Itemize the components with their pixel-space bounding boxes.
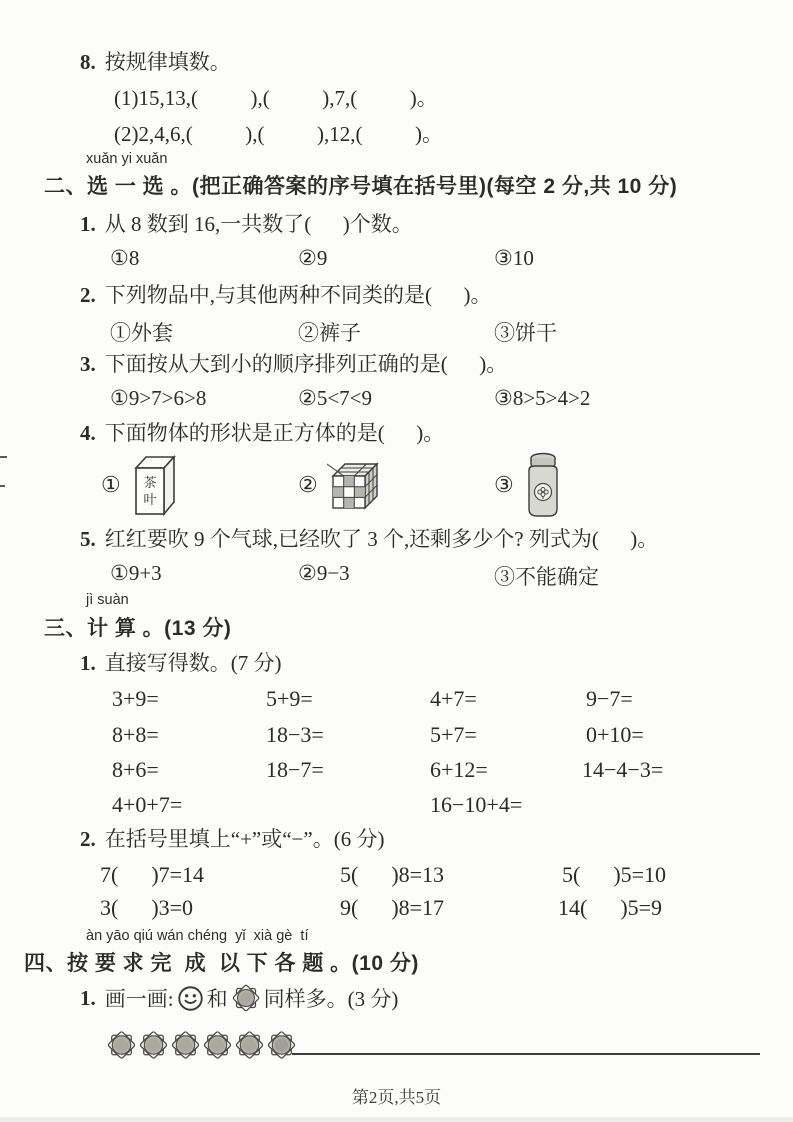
section-4-heading: 四、按 要 求 完 成 以 下 各 题 。(10 分) [24,952,419,975]
question-number: 1. [80,212,96,236]
svg-text:叶: 叶 [143,492,157,507]
s3-sub2-title [80,827,384,852]
option-1: ①外套 [110,321,173,345]
s2-question-5-options [110,561,790,587]
medal-badge-icon [234,1028,265,1062]
fill-expression: 3( )3=0 [100,895,194,920]
calc-expression: 16−10+4= [430,792,523,817]
medal-badge-row [106,1028,298,1062]
medal-badge-icon [138,1028,169,1062]
question-text: 下列物品中,与其他两种不同类的是( )。 [104,283,492,307]
s2-question-3 [80,352,507,377]
calc-expression: 5+7= [430,722,477,747]
question-number: 1. [80,985,96,1010]
option-3: ③8>5>4>2 [494,386,591,410]
calc-row-1 [112,686,792,714]
scan-bottom-edge [0,1117,793,1122]
calc-expression: 8+8= [112,722,159,747]
calc-row-4 [112,792,792,820]
plus-minus-row-2 [100,895,790,923]
s3-sub1-title [80,651,282,676]
calc-expression: 3+9= [112,686,159,711]
calc-expression: 4+0+7= [112,792,183,817]
pinyin-an-yao-qiu: àn yāo qiú wán chéng yǐ xià gè tí [86,928,309,944]
s4-question-1 [80,982,398,1014]
question-8-blank-line-2: (2)2,4,6,( ),( ),12,( )。 [114,122,443,146]
question-number: 3. [80,352,96,376]
fill-expression: 7( )7=14 [100,862,205,887]
option-3: ③10 [494,246,534,270]
s2-question-1-options [110,246,790,272]
option-2: ②9 [298,246,328,270]
s2-question-2 [80,283,492,308]
calc-expression: 14−4−3= [582,757,664,782]
option-2: ②5<7<9 [298,386,373,410]
option-1-label: ① [101,472,121,497]
svg-text:茶: 茶 [143,475,157,490]
s2-question-4 [80,421,444,446]
s2-question-4-images [0,450,793,526]
option-2: ②9−3 [298,561,350,585]
fill-expression: 14( )5=9 [558,895,663,920]
calc-row-2 [112,722,792,750]
question-number: 8. [80,50,96,74]
question-text: 在括号里填上“+”或“−”。(6 分) [104,827,385,851]
fill-expression: 5( )5=10 [562,862,667,887]
question-text: 从 8 数到 16,一共数了( )个数。 [104,212,413,236]
calc-expression: 8+6= [112,757,159,782]
fill-expression: 5( )8=13 [340,862,445,887]
medal-badge-icon [231,982,261,1014]
s2-question-2-options [110,317,790,343]
option-1: ①8 [110,246,140,270]
medal-badge-icon [202,1028,233,1062]
question-text-suffix: 同样多。(3 分) [263,987,399,1011]
calc-expression: 6+12= [430,757,488,782]
medal-badge-icon [170,1028,201,1062]
calc-expression: 18−7= [266,757,324,782]
pinyin-ji-suan: jì suàn [86,592,129,608]
question-number: 2. [80,283,96,307]
s2-question-5 [80,527,658,552]
calc-expression: 18−3= [266,722,324,747]
question-8-blank-line-1: (1)15,13,( ),( ),7,( )。 [114,86,438,110]
calc-row-3 [112,757,792,785]
tea-box-icon [130,452,180,520]
fill-expression: 9( )8=17 [340,895,445,920]
question-text: 直接写得数。(7 分) [104,651,282,675]
question-number: 2. [80,827,96,851]
section-2-heading: 二、选 一 选 。(把正确答案的序号填在括号里)(每空 2 分,共 10 分) [44,175,678,198]
question-text-middle: 和 [206,987,228,1011]
option-2: ②裤子 [298,321,361,345]
option-3-label: ③ [494,472,514,497]
calc-expression: 9−7= [586,686,633,711]
s2-question-1 [80,212,413,237]
question-8-title [80,50,231,75]
option-2-label: ② [298,472,318,497]
option-3: ③饼干 [494,321,557,345]
page-footer: 第2页,共5页 [351,1088,442,1107]
question-number: 4. [80,421,96,445]
s2-question-3-options [110,386,790,412]
question-text: 下面按从大到小的顺序排列正确的是( )。 [104,352,508,376]
calc-expression: 4+7= [430,686,477,711]
option-1: ①9>7>6>8 [110,386,207,410]
rubiks-cube-icon [327,458,383,516]
plus-minus-row-1 [100,862,790,890]
tea-jar-icon [524,450,562,520]
question-text: 按规律填数。 [104,50,231,74]
calc-expression: 5+9= [266,686,313,711]
question-number: 1. [80,651,96,675]
pinyin-xuan-yi-xuan: xuǎn yi xuǎn [86,151,168,167]
question-text: 红红要吹 9 个气球,已经吹了 3 个,还剩多少个? 列式为( )。 [104,527,659,551]
drawing-answer-line [292,1016,760,1055]
section-3-heading: 三、计 算 。(13 分) [44,617,232,640]
question-text: 下面物体的形状是正方体的是( )。 [104,421,445,445]
option-3: ③不能确定 [494,565,599,589]
question-number: 5. [80,527,96,551]
option-1: ①9+3 [110,561,162,585]
medal-badge-icon [106,1028,137,1062]
question-text-prefix: 画一画: [104,987,174,1011]
smiley-face-icon [177,985,204,1012]
calc-expression: 0+10= [586,722,644,747]
